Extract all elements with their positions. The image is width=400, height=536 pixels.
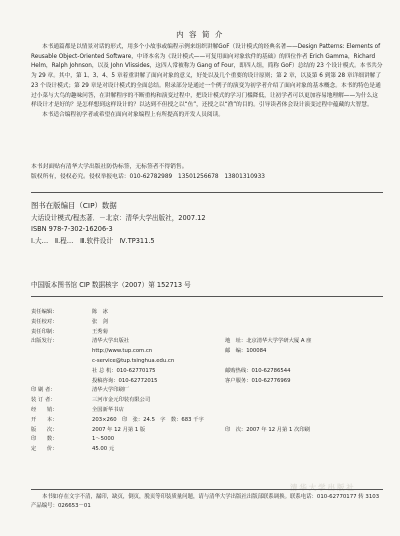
abstract <box>31 43 383 121</box>
piracy-hotline: 版权所有，侵权必究。侵权举报电话：010-62782989 13501256678 13801310933 <box>31 173 265 180</box>
info-value-secondary: 客户服务：010-62776969 <box>225 377 291 384</box>
info-value: 全国新华书店 <box>92 406 124 413</box>
watermark: 清华大学出版社 <box>290 483 356 492</box>
divider <box>31 192 383 193</box>
info-label: 责任校对： <box>31 318 58 325</box>
footer-line: 本书如存在文字不清，漏印，缺页，倒页，脱页等印装质量问题，请与清华大学出版社出版部联系调换。联系电话：010-62770177 转 3103 产品编号：026653－01 <box>31 494 390 510</box>
info-label: 版 次： <box>31 426 58 433</box>
info-label: 责任印制： <box>31 328 58 335</box>
publisher-email: c-service@tup.tsinghua.edu.cn <box>92 357 175 364</box>
info-value: 清华大学出版社 <box>92 338 130 345</box>
info-value: 清华大学印刷厂 <box>92 387 130 394</box>
anti-counterfeit-notice: 本书封面贴有清华大学出版社防伪标签，无标签者不得销售。 <box>31 164 188 170</box>
info-value: 45.00 元 <box>92 446 115 453</box>
abstract-paragraph: 本书通篇都是以情景对话的形式，用多个小故事或编程示例来组织讲解GoF（设计模式的经典名著——Design Patterns: Elements of Reusable Object-Oriented Software，中译本名为《设计模式——可复用面向对象软件的基础》的四位作者 Erich Gamma，Richard Helm，Ralph Johnson，以及 John Vlissides，这四人常被称为 Gang of Four，即四人组，简称 GoF）总结的 23 个设计模式。本书共分为 29 章。其中，第 1、3、4、5 章着重讲解了面向对象的意义，好处以及几个重要的设计原则；第 2 章，以及第 6 到第 28 章详细讲解了 23 个设计模式；第 29 章是对设计模式的全面总结。附录部分是通过一个例子的演变为初学者介绍了面向对象的基本概念。本书的特色是通过小菜与大鸟的趣味问答，在讲解程序的不断重构和演变过程中，把设计模式的学习门槛降低，让初学者可以更加容易地理解——为什么这样设计才是好的？是怎样想到这样设计的？以达到不但授之以“鱼”，还授之以“渔”的目的。引导读者体会设计演变过程中蕴藏的大智慧。 <box>31 44 383 109</box>
info-value-secondary: 邮购热线：010-62786544 <box>225 367 291 374</box>
abstract-paragraph: 本书适合编程初学者或希望在面向对象编程上有所提高的开发人员阅读。 <box>42 111 224 118</box>
info-label: 印 刷 者： <box>31 387 56 394</box>
info-label: 责任编辑： <box>31 309 58 315</box>
copyright-notice <box>31 163 383 183</box>
info-value-secondary: 印 次：2007 年 12 月第 1 次印刷 <box>225 426 310 433</box>
info-label: 印 数： <box>31 436 58 443</box>
cip-line: 大话设计模式/程杰著．－北京：清华大学出版社，2007.12 <box>31 214 206 222</box>
info-label: 出版发行： <box>31 338 58 345</box>
publisher-url: http://www.tup.com.cn <box>92 348 153 355</box>
info-value: 2007 年 12 月第 1 版 <box>92 426 146 433</box>
cip-title: 图书在版编目（CIP）数据 <box>31 201 117 210</box>
cip-line: Ⅰ.大… Ⅱ.程… Ⅲ.软件设计 Ⅳ.TP311.5 <box>31 236 155 245</box>
info-value: 张 剑 <box>92 318 108 325</box>
info-value: 203×260 印 张：24.5 字 数：683 千字 <box>92 416 204 423</box>
info-value: 投稿咨询：010-62772015 <box>92 377 158 384</box>
info-label: 装 订 者： <box>31 397 56 404</box>
cip-record <box>31 213 206 247</box>
cip-line: ISBN 978-7-302-16206-3 <box>31 225 113 234</box>
divider <box>31 296 383 297</box>
page-title: 内 容 简 介 <box>176 30 224 39</box>
info-value: 社 总 机：010-62770175 <box>92 367 156 374</box>
divider <box>31 489 383 490</box>
info-label: 经 销： <box>31 406 58 413</box>
info-value: 王秀菊 <box>92 328 108 335</box>
info-label: 开 本： <box>31 416 58 423</box>
footer-notice <box>31 493 390 511</box>
info-value-secondary: 地 址：北京清华大学学研大厦 A 座 <box>225 338 312 345</box>
info-value: 陈 冰 <box>92 309 108 315</box>
info-value: 三河市金元印装有限公司 <box>92 397 151 404</box>
info-label: 定 价： <box>31 446 58 453</box>
cip-number: 中国版本图书馆 CIP 数据核字（2007）第 152713 号 <box>31 281 191 289</box>
info-value-secondary: 邮 编：100084 <box>225 348 267 355</box>
info-value: 1～5000 <box>92 436 115 443</box>
